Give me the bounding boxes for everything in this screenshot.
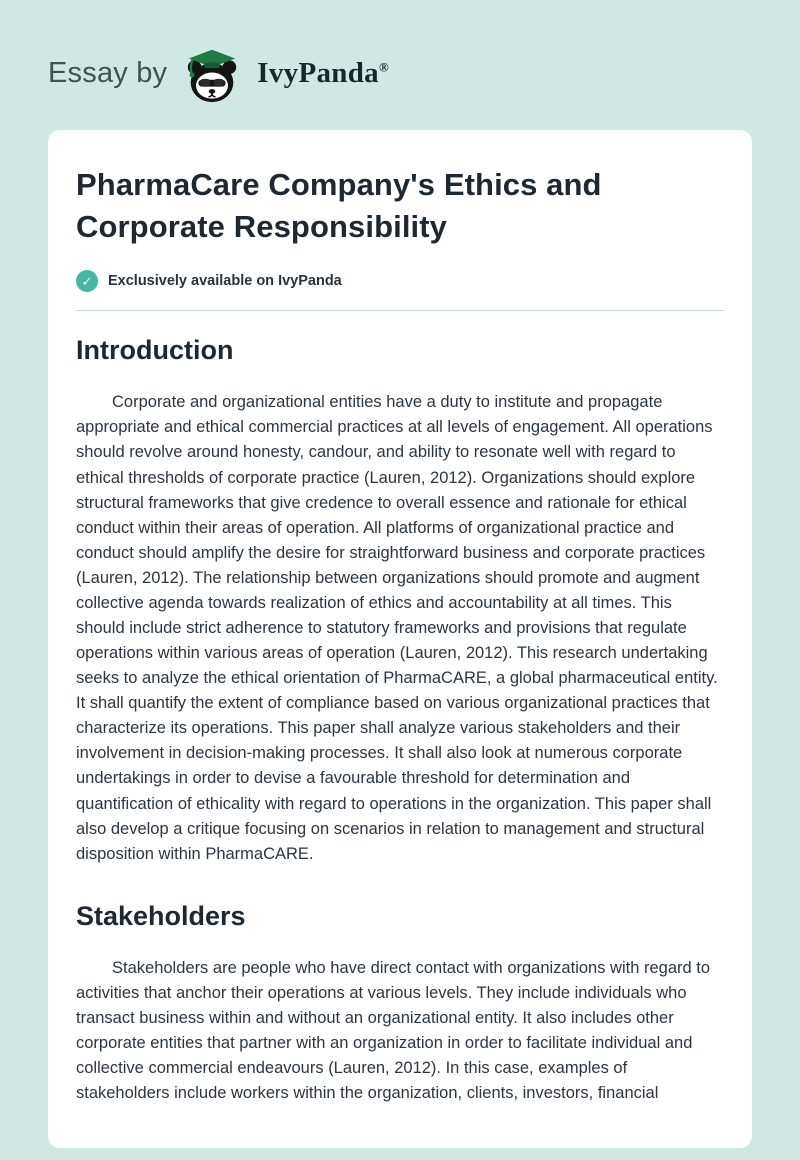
divider: [76, 310, 724, 311]
page-title: PharmaCare Company's Ethics and Corporate Responsibility: [76, 167, 602, 245]
brand-name: [257, 57, 389, 90]
ivypanda-panda-logo-icon: [181, 42, 243, 104]
essay-card: [48, 130, 752, 1148]
checkmark-icon: ✓: [76, 270, 98, 292]
essay-by-label: Essay by: [48, 56, 168, 89]
stakeholders-paragraph: Stakeholders are people who have direct contact with organizations with regard to activities that anchor their operations at various levels. They include individuals who transact business within and without an organizational entity. It also includes other corporate entities that partner with an organization in order to facilitate individual and collective commercial endeavours (Lauren, 2012). In this case, examples of stakeholders include workers within the organization, clients, investors, financial: [76, 958, 711, 1103]
introduction-paragraph: Corporate and organizational entities have a duty to institute and propagate appropriate and ethical commercial practices at all levels of engagement. All operations should revolve around honesty, candour, and ability to resonate well with regard to ethical thresholds of corporate practice (Lauren, 2012). Organizations should explore structural frameworks that give credence to overall essence and rationale for ethical conduct within their areas of operation. All platforms of organizational practice and conduct should amplify the desire for straightforward business and corporate practices (Lauren, 2012). The relationship between organizations should promote and augment collective agenda towards realization of ethics and accountability at all times. This should include strict adherence to statutory frameworks and provisions that regulate operations within various areas of operation (Lauren, 2012). This research undertaking seeks to analyze the ethical orientation of PharmaCARE, a global pharmaceutical entity. It shall quantify the extent of compliance based on various organizational practices that characterize its operations. This paper shall analyze various stakeholders and their involvement in decision-making processes. It shall also look at numerous corporate undertakings in order to devise a favourable threshold for determination and quantification of ethicality with regard to operations in the organization. This paper shall also develop a critique focusing on scenarios in relation to management and structural disposition within PharmaCARE.: [76, 393, 718, 863]
section-heading-stakeholders: Stakeholders: [76, 900, 246, 931]
availability-label: Exclusively available on IvyPanda: [108, 273, 342, 290]
registered-mark: ®: [378, 58, 389, 74]
availability-badge: [76, 270, 724, 292]
header: [0, 0, 800, 130]
brand-text: IvyPanda: [257, 56, 379, 89]
section-heading-introduction: Introduction: [76, 335, 234, 366]
